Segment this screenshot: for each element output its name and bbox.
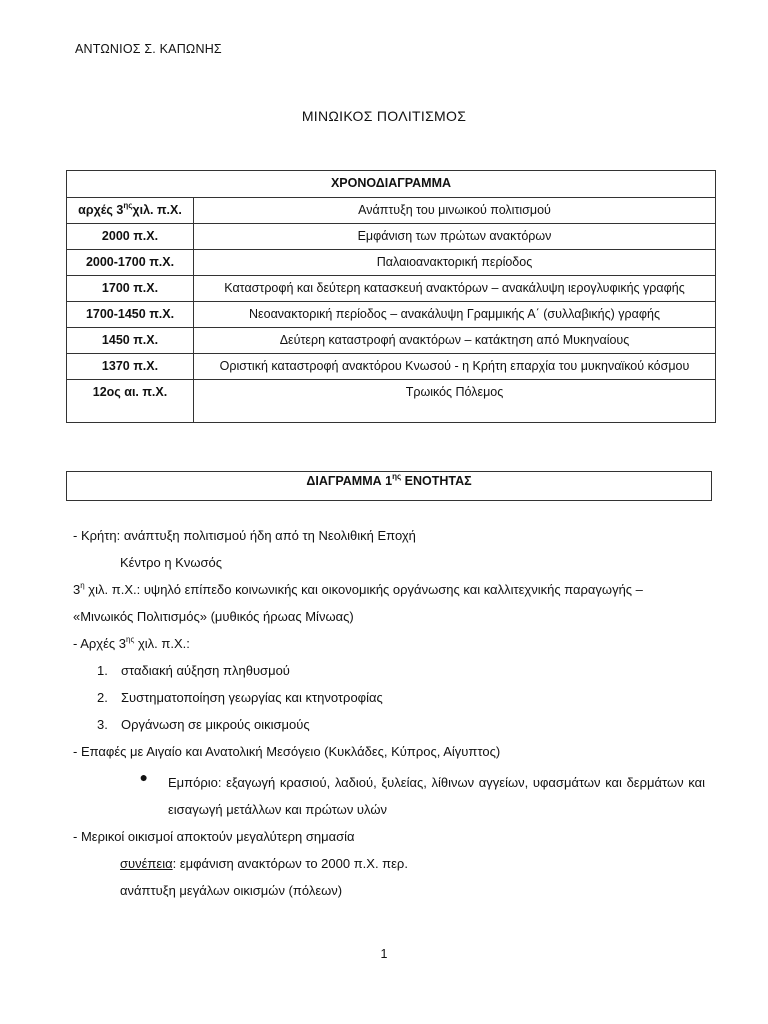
table-row [67, 380, 716, 423]
row-event: Οριστική καταστροφή ανακτόρου Κνωσού - η Κρήτη επαρχία του μυκηναϊκού κόσμου [194, 354, 716, 380]
row-date: αρχές $3^{\eta\varsigma}\chi\iota\lambda$. π.Χ. [67, 198, 194, 224]
table-header-row [67, 171, 716, 198]
note-line: «Μινωικός Πολιτισμός» (μυθικός ήρωας Μίνωας) [73, 609, 354, 624]
row-date: 2000-1700 π.Χ. [67, 250, 194, 276]
list-number: 1. [97, 663, 108, 678]
row-date: 1450 π.Χ. [67, 328, 194, 354]
row-event: Τρωικός Πόλεμος [194, 380, 716, 423]
note-line: - Αρχές $3^{\eta\varsigma}$ χιλ. π.Χ.: [73, 635, 190, 651]
page-number: 1 [380, 947, 388, 961]
note-line: $3^\eta$ χιλ. π.Χ.: υψηλό επίπεδο κοινωνικής και οικονομικής οργάνωσης και καλλιτεχνικής παραγωγής – [73, 581, 643, 597]
section-heading: ΔΙΑΓΡΑΜΜΑ $1^{\eta\varsigma}$ ΕΝΟΤΗΤΑΣ [306, 472, 472, 488]
row-event: Καταστροφή και δεύτερη κατασκευή ανακτόρων – ανακάλυψη ιερογλυφικής γραφής [194, 276, 716, 302]
note-line-indented: Κέντρο η Κνωσός [120, 555, 223, 570]
list-item [73, 661, 713, 688]
bullet-item-text: Εμπόριο: εξαγωγή κρασιού, λαδιού, ξυλείας, λίθινων αγγείων, υφασμάτων και δερμάτων και εισαγωγή μετάλλων και πρώτων υλών [168, 775, 705, 817]
table-row [67, 198, 716, 224]
list-number: 3. [97, 717, 108, 732]
note-line: - Κρήτη: ανάπτυξη πολιτισμού ήδη από τη Νεολιθική Εποχή [73, 528, 416, 543]
row-event: Νεοανακτορική περίοδος – ανακάλυψη Γραμμικής Α΄ (συλλαβικής) γραφής [194, 302, 716, 328]
table-row [67, 276, 716, 302]
note-line: - Επαφές με Αιγαίο και Ανατολική Μεσόγειο (Κυκλάδες, Κύπρος, Αίγυπτος) [73, 744, 501, 759]
row-date: 12ος αι. π.Χ. [67, 380, 194, 423]
row-event: Δεύτερη καταστροφή ανακτόρων – κατάκτηση από Μυκηναίους [194, 328, 716, 354]
bullet-dot-icon: ● [139, 769, 148, 785]
list-item [73, 715, 713, 742]
table-row [67, 354, 716, 380]
row-date: 1370 π.Χ. [67, 354, 194, 380]
list-number: 2. [97, 690, 108, 705]
timeline-table [66, 170, 716, 423]
note-line-indented: ανάπτυξη μεγάλων οικισμών (πόλεων) [120, 883, 343, 898]
notes-body [73, 526, 713, 908]
note-line: - Μερικοί οικισμοί αποκτούν μεγαλύτερη σημασία [73, 829, 355, 844]
row-event: Παλαιοανακτορική περίοδος [194, 250, 716, 276]
document-title: ΜΙΝΩΙΚΟΣ ΠΟΛΙΤΙΣΜΟΣ [301, 108, 467, 124]
row-date: 2000 π.Χ. [67, 224, 194, 250]
section-heading-box [66, 471, 712, 501]
row-date: 1700-1450 π.Χ. [67, 302, 194, 328]
table-row [67, 328, 716, 354]
row-event: Εμφάνιση των πρώτων ανακτόρων [194, 224, 716, 250]
list-item-text: Συστηματοποίηση γεωργίας και κτηνοτροφίας [121, 690, 383, 705]
bullet-item [73, 769, 713, 823]
row-date: 1700 π.Χ. [67, 276, 194, 302]
list-item [73, 688, 713, 715]
row-event: Ανάπτυξη του μινωικού πολιτισμού [194, 198, 716, 224]
timeline-heading: ΧΡΟΝΟΔΙΑΓΡΑΜΜΑ [67, 171, 716, 198]
table-row [67, 302, 716, 328]
author-name: ΑΝΤΩΝΙΟΣ Σ. ΚΑΠΩΝΗΣ [75, 42, 222, 56]
table-row [67, 224, 716, 250]
list-item-text: σταδιακή αύξηση πληθυσμού [121, 663, 290, 678]
table-row [67, 250, 716, 276]
note-line-indented: συνέπεια: εμφάνιση ανακτόρων το 2000 π.Χ. περ. [120, 856, 408, 871]
list-item-text: Οργάνωση σε μικρούς οικισμούς [121, 717, 310, 732]
